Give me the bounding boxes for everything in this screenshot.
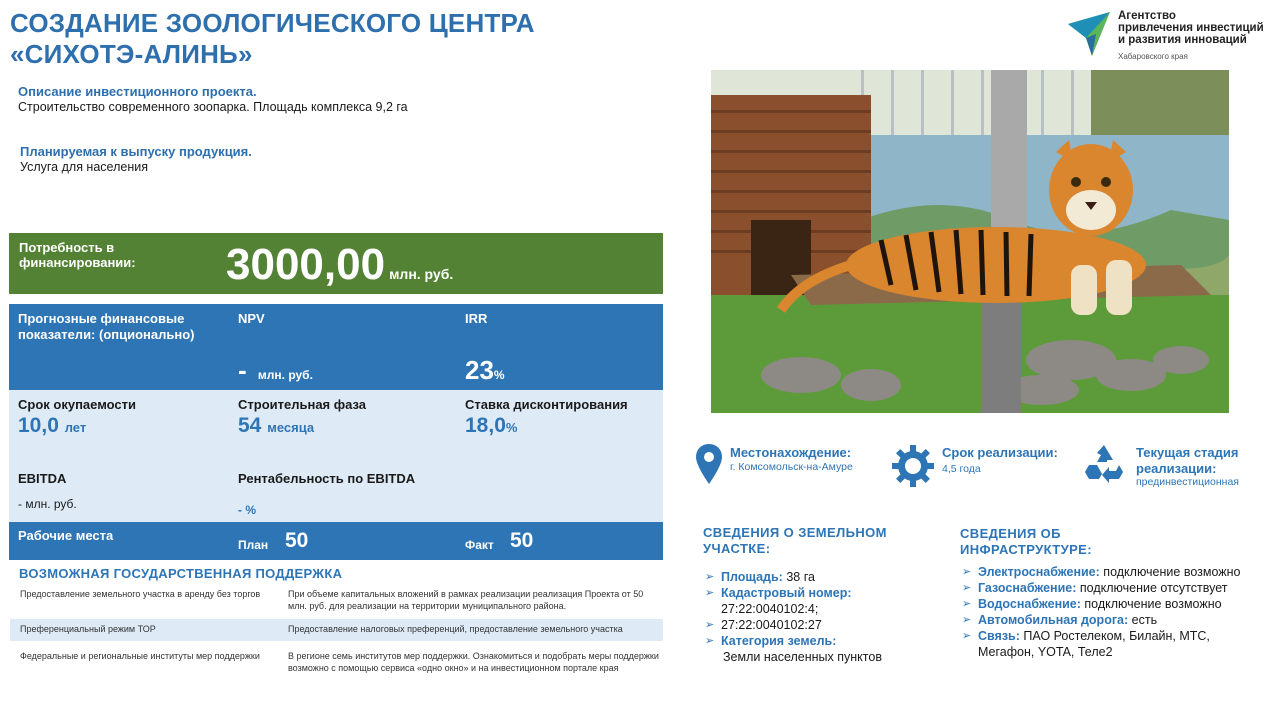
financing-box [9,233,663,294]
arrow-icon: ➢ [962,630,972,642]
term-title: Срок реализации: [942,445,1058,460]
title-line1: СОЗДАНИЕ ЗООЛОГИЧЕСКОГО ЦЕНТРА [10,8,535,38]
irr-label: IRR [465,311,488,326]
financing-value-wrap [226,239,453,300]
forecast-label: Прогнозные финансовые показатели: (опционально) [18,311,195,342]
logo-text: Агентство привлечения инвестиций и развития инноваций [1118,10,1264,46]
discount-unit: % [505,420,518,435]
list-item: ➢ Электроснабжение: подключение возможно [962,565,1241,579]
support-desc: В регионе семь институтов мер поддержки. Ознакомиться и подобрать меры поддержки возможно с помощью сервиса «одно окно» и на инвестиционном портале края [288,651,659,673]
list-item: ➢ Автомобильная дорога: есть [962,613,1158,627]
list-item: ➢ Связь: ПАО Ростелеком, Билайн, МТС, Мегафон, YOTA, Теле2 [962,629,1210,659]
stage-value: прединвестиционная [1136,476,1239,488]
arrow-icon: ➢ [962,598,972,610]
arrow-icon: ➢ [962,614,972,626]
land-title: СВЕДЕНИЯ О ЗЕМЕЛЬНОМ УЧАСТКЕ: [703,525,887,556]
list-item: 27:22:0040102:4; [721,602,819,616]
infra-title: СВЕДЕНИЯ ОБ ИНФРАСТРУКТУРЕ: [960,526,1092,557]
construction-label: Строительная фаза [238,397,367,412]
location-title: Местонахождение: [730,445,852,460]
npv-label: NPV [238,311,265,326]
gear-icon [892,445,934,487]
payback-value: 10,0 [18,414,59,437]
irr-value: 23 [465,355,494,385]
plan-label: План [238,538,269,552]
arrow-icon: ➢ [962,582,972,594]
arrow-icon: ➢ [705,571,715,583]
support-table [10,585,663,689]
recycle-icon [1083,443,1125,483]
irr-unit: % [493,368,505,382]
financing-label: Потребность в финансировании: [19,240,136,270]
fact-value: 50 [510,529,534,552]
ebitda-margin-value: - % [238,503,256,517]
construction-unit: месяца [267,420,315,435]
logo-subtitle: Хабаровского края [1118,52,1188,61]
forecast-box [9,304,663,390]
support-row [10,619,663,641]
financing-unit: млн. руб. [389,266,454,282]
infra-list [960,564,1245,660]
payback-value-wrap [18,414,86,438]
construction-value: 54 [238,414,262,437]
metrics-box [9,390,663,522]
land-list [703,569,943,665]
npv-value: - [238,355,247,385]
npv-unit: млн. руб. [257,368,313,382]
list-item: ➢ Кадастровый номер: [705,586,852,600]
support-row [10,641,663,689]
ebitda-label: EBITDA [18,471,67,486]
arrow-icon: ➢ [705,587,715,599]
support-desc: При объеме капитальных вложений в рамках реализации реализация Проекта от 50 млн. руб. для реализации на территории муниципального района. [288,589,644,611]
payback-label: Срок окупаемости [18,397,137,412]
ebitda-value: - млн. руб. [18,497,77,511]
jobs-bar [9,522,663,560]
list-item: ➢ 27:22:0040102:27 [705,618,822,632]
irr-value-wrap [465,355,505,386]
location-pin-icon [696,444,722,484]
financing-value: 3000,00 [226,240,386,289]
plan-value: 50 [285,529,309,552]
stage-title: Текущая стадия реализации: [1136,445,1239,476]
support-row [10,585,663,619]
arrow-icon: ➢ [705,635,715,647]
page-title [10,8,610,70]
list-item: ➢ Газоснабжение: подключение отсутствует [962,581,1228,595]
tiger-illustration [711,70,1229,413]
jobs-label: Рабочие места [18,528,114,543]
title-line2: «СИХОТЭ-АЛИНЬ» [10,39,253,69]
construction-value-wrap [238,414,314,438]
ebitda-margin-label: Рентабельность по EBITDA [238,471,416,486]
description-heading: Описание инвестиционного проекта. [18,84,257,99]
term-value: 4,5 года [942,463,981,475]
support-title: ВОЗМОЖНАЯ ГОСУДАРСТВЕННАЯ ПОДДЕРЖКА [19,566,343,581]
discount-value-wrap [465,414,517,438]
payback-unit: лет [64,420,87,435]
fact-label: Факт [465,538,494,552]
product-text: Услуга для населения [20,160,148,174]
support-type: Федеральные и региональные институты мер поддержки [20,651,260,661]
arrow-icon: ➢ [962,566,972,578]
discount-label: Ставка дисконтирования [465,397,628,412]
agency-logo [1066,10,1276,66]
description-text: Строительство современного зоопарка. Площадь комплекса 9,2 га [18,100,408,114]
logo-arrow-icon [1066,10,1112,60]
list-item: ➢ Водоснабжение: подключение возможно [962,597,1222,611]
arrow-icon: ➢ [705,619,715,631]
support-type: Преференциальный режим ТОР [20,624,156,635]
support-desc: Предоставление налоговых преференций, предоставление земельного участка [288,624,623,635]
product-heading: Планируемая к выпуску продукция. [20,144,252,159]
location-value: г. Комсомольск-на-Амуре [730,461,853,473]
support-type: Предоставление земельного участка в аренду без торгов [20,589,261,599]
list-item: Земли населенных пунктов [723,650,882,664]
tiger-photo [711,70,1229,413]
npv-value-wrap [238,355,313,386]
discount-value: 18,0 [465,414,506,437]
list-item: ➢ Категория земель: [705,634,837,648]
list-item: ➢ Площадь: 38 га [705,570,815,584]
